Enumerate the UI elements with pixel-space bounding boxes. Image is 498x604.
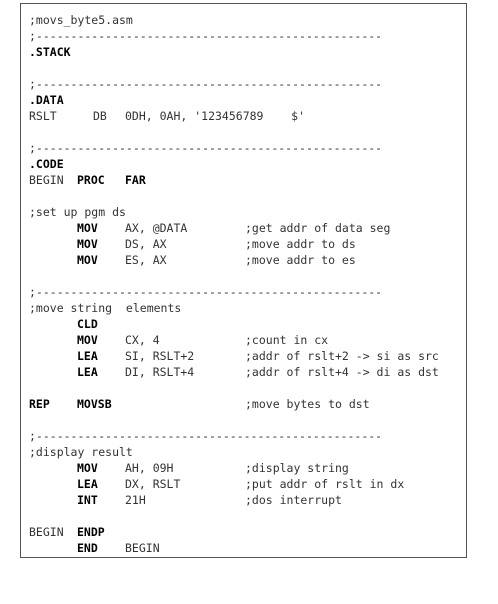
separator-comment: ;--------------------------------------------------	[29, 77, 383, 91]
code-line-instruction	[29, 476, 405, 492]
assembly-code-listing	[29, 12, 439, 556]
code-line-instruction	[29, 332, 329, 348]
code-line-blank	[29, 188, 71, 204]
operands: ES, AX	[125, 253, 167, 267]
code-line-separator	[29, 76, 383, 92]
operands: 21H	[125, 493, 146, 507]
operands: DS, AX	[125, 237, 167, 251]
code-line-blank	[29, 60, 71, 76]
code-line-begin-proc	[29, 172, 146, 188]
inline-comment: ;move bytes to dst	[245, 397, 370, 411]
opcode: CLD	[77, 317, 98, 331]
code-line-code	[29, 156, 71, 172]
inline-comment: ;put addr of rslt in dx	[245, 477, 405, 491]
code-line-separator	[29, 428, 383, 444]
inline-comment: ;move addr to es	[245, 253, 356, 267]
file-title-comment: ;movs_byte5.asm	[29, 13, 133, 27]
code-line-separator	[29, 284, 383, 300]
code-line-blank	[29, 508, 71, 524]
stack-directive: .STACK	[29, 45, 71, 59]
inline-comment: ;addr of rslt+4 -> di as dst	[245, 365, 439, 379]
code-line-blank	[29, 412, 71, 428]
rslt-label: RSLT	[29, 109, 57, 123]
code-directive: .CODE	[29, 157, 64, 171]
opcode: INT	[77, 493, 98, 507]
opcode: MOV	[77, 461, 98, 475]
separator-comment: ;--------------------------------------------------	[29, 285, 383, 299]
begin-label: BEGIN	[29, 173, 64, 187]
opcode: MOV	[77, 253, 98, 267]
opcode: LEA	[77, 365, 98, 379]
code-line-stack	[29, 44, 71, 60]
inline-comment: ;move addr to ds	[245, 237, 356, 251]
code-line-blank	[29, 380, 71, 396]
code-line-display-comment	[29, 444, 133, 460]
end-entry-label: BEGIN	[125, 541, 160, 555]
movsb-opcode: MOVSB	[77, 397, 112, 411]
db-directive: DB	[93, 109, 107, 123]
inline-comment: ;addr of rslt+2 -> si as src	[245, 349, 439, 363]
code-line-title	[29, 12, 133, 28]
code-line-setup-comment	[29, 204, 126, 220]
far-keyword: FAR	[125, 173, 146, 187]
code-line-separator	[29, 140, 383, 156]
separator-comment: ;--------------------------------------------------	[29, 141, 383, 155]
code-line-instruction	[29, 316, 98, 332]
code-line-end	[29, 540, 160, 556]
opcode: MOV	[77, 221, 98, 235]
rep-prefix: REP	[29, 397, 50, 411]
code-line-instruction	[29, 348, 439, 364]
operands: SI, RSLT+2	[125, 349, 195, 363]
code-line-instruction	[29, 252, 356, 268]
operands: AH, 09H	[125, 461, 174, 475]
begin-label: BEGIN	[29, 525, 64, 539]
operands: DI, RSLT+4	[125, 365, 195, 379]
code-line-rslt	[29, 108, 306, 124]
display-comment: ;display result	[29, 445, 133, 459]
separator-comment: ;--------------------------------------------------	[29, 429, 383, 443]
rslt-operands: 0DH, 0AH, '123456789 $'	[125, 109, 306, 123]
code-line-instruction	[29, 220, 391, 236]
operands: CX, 4	[125, 333, 160, 347]
setup-comment: ;set up pgm ds	[29, 205, 126, 219]
data-directive: .DATA	[29, 93, 64, 107]
code-line-separator	[29, 28, 383, 44]
proc-directive: PROC	[77, 173, 105, 187]
code-line-blank	[29, 268, 71, 284]
opcode: LEA	[77, 477, 98, 491]
operands: DX, RSLT	[125, 477, 181, 491]
move-comment: ;move string elements	[29, 301, 182, 315]
opcode: MOV	[77, 333, 98, 347]
inline-comment: ;dos interrupt	[245, 493, 342, 507]
code-line-instruction	[29, 492, 342, 508]
inline-comment: ;count in cx	[245, 333, 329, 347]
operands: AX, @DATA	[125, 221, 188, 235]
code-listing-frame	[20, 3, 467, 558]
code-line-rep-movsb	[29, 396, 370, 412]
endp-directive: ENDP	[77, 525, 105, 539]
code-line-data	[29, 92, 71, 108]
code-line-begin-endp	[29, 524, 105, 540]
opcode: LEA	[77, 349, 98, 363]
inline-comment: ;display string	[245, 461, 349, 475]
end-directive: END	[77, 541, 98, 555]
code-line-move-comment	[29, 300, 182, 316]
opcode: MOV	[77, 237, 98, 251]
inline-comment: ;get addr of data seg	[245, 221, 391, 235]
separator-comment: ;--------------------------------------------------	[29, 29, 383, 43]
code-line-instruction	[29, 236, 356, 252]
code-line-instruction	[29, 460, 349, 476]
code-line-instruction	[29, 364, 439, 380]
code-line-blank	[29, 124, 71, 140]
